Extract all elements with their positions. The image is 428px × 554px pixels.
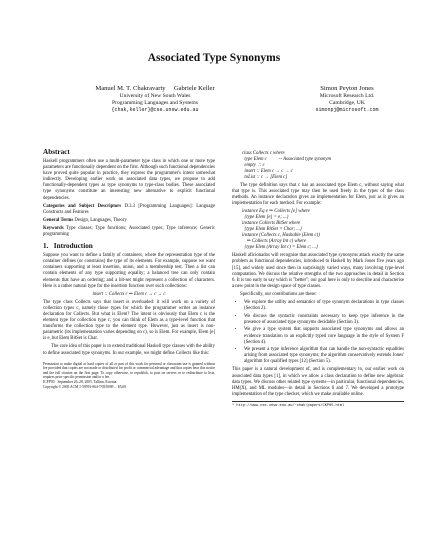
- permission-text: Permission to make digital or hard copies of all or part of this work for personal or classroom use is granted without fee provided that copies are not made or distributed for profit or commercial advantage and that copies bear this notice and the full citation on the first page. To copy otherwise, to republish, to post on servers or to redistribute to lists, requires prior specific permission and/or a fee.: [43, 361, 215, 380]
- intro-paragraph: The core idea of this paper is to extend traditional Haskell type classes with the ability to define associated type synonyms. In our example, we might define Collects like this:: [43, 344, 215, 356]
- author-affiliation: Microsoft Research Ltd.: [319, 93, 375, 99]
- paper-title: Associated Type Synonyms: [147, 52, 281, 64]
- author-affiliation: Cambridge, UK: [329, 100, 365, 106]
- author-email: simonpj@microsoft.com: [315, 107, 379, 113]
- keywords-heading: Keywords: [43, 225, 64, 231]
- intro-paragraph: The type class Collects says that insert is overloaded: it will work on a variety of collection types c, namely those types for which the programmer writes an instance declaration for Collects. But what is Elem? The intent is obviously that Elem c is the element type for collection type c; you can think of Elem as a type-level function that transforms the collection type to the element type. However, just as insert is non-parametric (its implementation varies depending on c), so is Elem. For example, Elem [e] is e, but Elem BitSet is Char.: [43, 299, 215, 342]
- intro-heading: 1. Introduction: [43, 242, 93, 251]
- body-paragraph: Haskell aficionados will recognise that associated type synonyms attack exactly the same problem as functional dependencies, introduced to Haskell by Mark Jones five years ago [15], and widely used since then in surprisingly varied ways, many involving type-level computation. We discuss the relative strengths of the two approaches in detail in Section 6. It is too early to say which is "better"; our goal here is only to describe and characterise a new point in the design space of type classes.: [232, 253, 404, 289]
- footnote: ¹ http://www.cse.unsw.edu.au/~chak/papers/CKP05.html: [232, 403, 345, 408]
- general-terms: [43, 218, 215, 224]
- author-block-1: [55, 84, 255, 114]
- author-block-2: [282, 84, 412, 114]
- right-column: [232, 150, 404, 409]
- abstract-heading: Abstract: [43, 148, 70, 156]
- general-terms-text: Design, Languages, Theory: [74, 217, 127, 223]
- left-column: [43, 148, 215, 389]
- permission-notice: [43, 362, 215, 390]
- list-item: • We present a type inference algorithm that can handle the non-syntactic equalities arising from associated type synonyms; the algorithm conservatively extends Jones' algorithm for qualified types [12] (Section 5).: [244, 347, 404, 365]
- intro-paragraph: Suppose you want to define a family of containers, where the representation type of the container defines (or constrains) the type of its elements. For example, suppose we want containers supporting at least insertion, union, and a membership test. Then a list can contain elements of any type supporting equality; a balanced tree can only contain elements that have an ordering; and a bit-set might represent a collection of characters. Here is a rather natural type for the insertion function over such collections:: [43, 253, 215, 289]
- list-item: • We explore the utility and semantics of type synonym declarations in type classes (Section 2).: [244, 300, 404, 312]
- keywords: [43, 226, 215, 238]
- abstract-text: Haskell programmers often use a multi-parameter type class in which one or more type parameters are functionally dependent on the first. Although such functional dependencies have proved quite popular in practice, they express the programmer's intent somewhat indirectly. Developing earlier work on associated data types, we propose to add functionally-dependent types as type synonyms to type-class bodies. These associated type synonyms constitute an interesting new alternative to explicit functional dependencies.: [43, 159, 215, 201]
- copyright-line: Copyright © 2005 ACM 1-59593-064-7/05/0009 ... $5.00: [43, 384, 126, 389]
- venue-line: ICFP'05 September 26–28, 2005, Tallinn, Estonia.: [43, 380, 118, 384]
- body-paragraph: The type definition says that c has an associated type Elem c, without saying what that type is. This associated type may then be used freely in the types of the class methods. An instance declaration gives an implementation for Elem, just as it gives an implementation for each method. For example:: [232, 183, 404, 207]
- instance-declaration-code: instance Eq e ⇒ Collects [e] where {type Elem [e] = e; ...} instance Collects BitSet where {type Elem BitSet = Char; ...} instance (Collects c, Hashable (Elem c)) ⇒ Collects (Array Int c) where {type Elem (Array Int c) = Elem c; ...}: [242, 209, 320, 251]
- categories-heading: Categories and Subject Descriptors: [43, 203, 122, 209]
- categories-text: D.3.3 [Programming Languages]: Language Constructs and Features: [43, 203, 215, 215]
- list-item: • We give a type system that supports associated type synonyms and allows an evidence translation to an explicitly typed core language in the style of System F (Section 4).: [244, 327, 404, 345]
- categories: [43, 204, 215, 216]
- author-affiliation: University of New South Wales: [119, 93, 191, 99]
- keywords-text: Type classes; Type functions; Associated types; Type inference; Generic programming: [43, 225, 215, 238]
- author-affiliation: Programming Languages and Systems: [112, 100, 198, 106]
- footnote-rule: [232, 401, 404, 402]
- list-item: • We discuss the syntactic constraints necessary to keep type inference in the presence of associated type synonyms decidable (Section 3).: [244, 314, 404, 326]
- insert-signature: insert :: Collects c ⇒ Elem c → c → c: [92, 291, 166, 297]
- body-paragraph: Specifically, our contributions are these:: [240, 291, 317, 297]
- body-paragraph: This paper is a natural development of, and is complementary to, our earlier work on associated data types [1], in which we allow a class declaration to define new algebraic data types. We discuss other related type systems—in particular, functional dependencies, HM(X), and ML modules—in detail in Sections 6 and 7. We developed a prototype implementation of the type checker, which we make available online.: [232, 367, 404, 397]
- class-declaration-code: class Collects c where type Elem c -- Associated type synonym empty :: c insert :: Elem c → c → c toList :: c → [Elem c]: [242, 151, 332, 180]
- author-names: Manuel M. T. Chakravarty Gabriele Keller: [95, 85, 215, 92]
- author-email: {chak,keller}@cse.unsw.edu.au: [111, 107, 199, 113]
- general-terms-heading: General Terms: [43, 217, 74, 223]
- author-names: Simon Peyton Jones: [320, 85, 374, 92]
- contributions-list: [232, 300, 404, 365]
